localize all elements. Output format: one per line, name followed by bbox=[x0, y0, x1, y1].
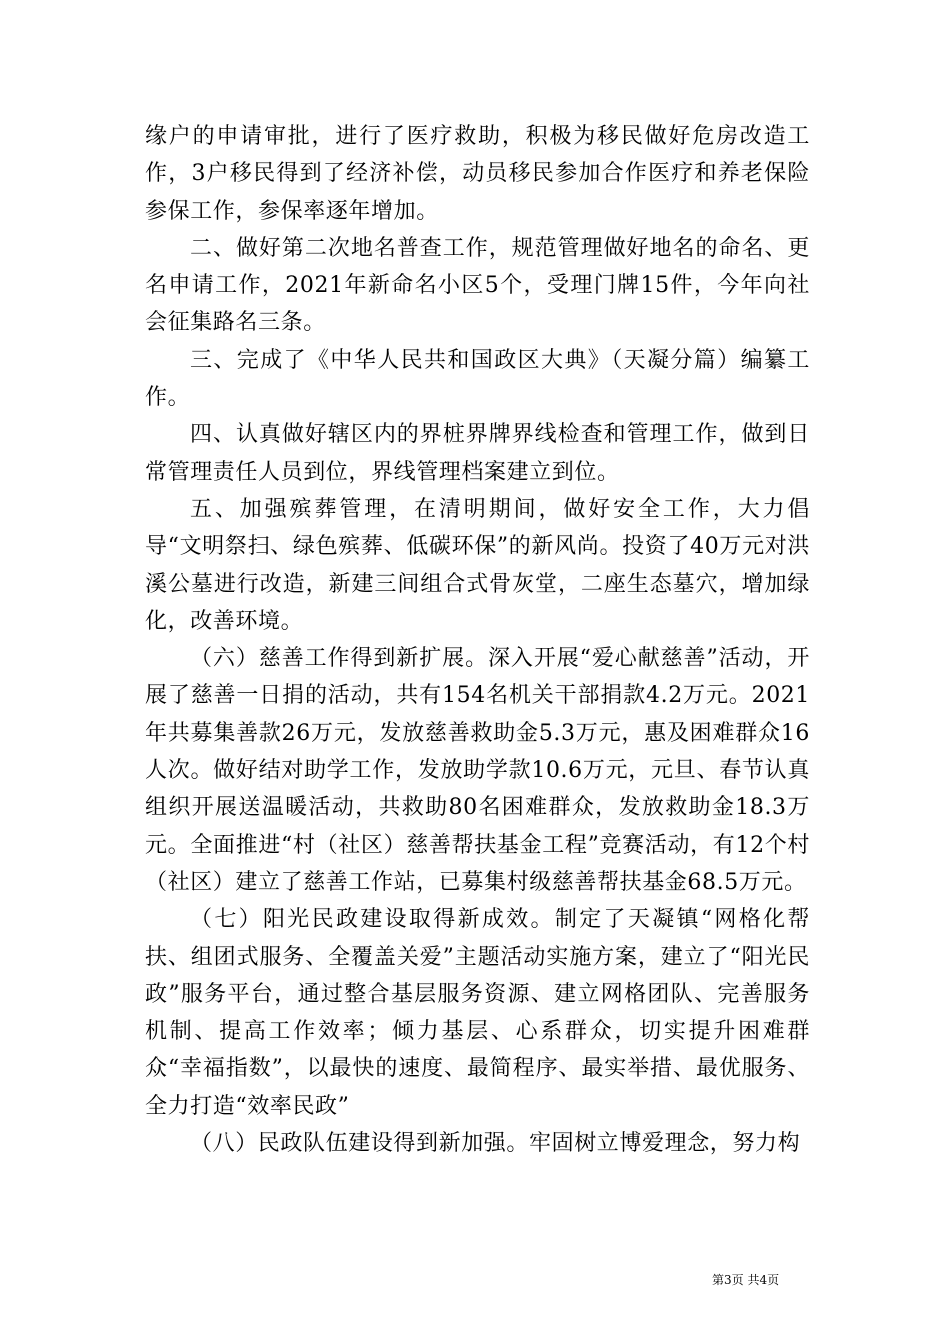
page-number-footer: 第3页 共4页 bbox=[712, 1273, 780, 1287]
paragraph-funeral-management: 五、加强殡葬管理，在清明期间，做好安全工作，大力倡导“文明祭扫、绿色殡葬、低碳环保”的新风尚。投资了40万元对洪溪公墓进行改造，新建三间组合式骨灰堂，二座生态墓穴，增加绿化，改善环境。 bbox=[145, 496, 810, 634]
paragraph-place-names: 二、做好第二次地名普查工作，规范管理做好地名的命名、更名申请工作，2021年新命名小区5个，受理门牌15件，今年向社会征集路名三条。 bbox=[145, 235, 810, 336]
paragraph-boundary-markers: 四、认真做好辖区内的界桩界牌界线检查和管理工作，做到日常管理责任人员到位，界线管理档案建立到位。 bbox=[145, 422, 810, 485]
paragraph-district-dictionary: 三、完成了《中华人民共和国政区大典》（天凝分篇）编纂工作。 bbox=[145, 347, 810, 411]
paragraph-sunshine-civil-affairs: （七）阳光民政建设取得新成效。制定了天凝镇“网格化帮扶、组团式服务、全覆盖关爱”主题活动实施方案，建立了“阳光民政”服务平台，通过整合基层服务资源、建立网格团队、完善服务机制、提高工作效率；倾力基层、心系群众，切实提升困难群众“幸福指数”，以最快的速度、最简程序、最实举措、最优服务、全力打造“效率民政” bbox=[145, 907, 810, 1119]
paragraph-team-building: （八）民政队伍建设得到新加强。牢固树立博爱理念，努力构 bbox=[190, 1131, 801, 1157]
paragraph-charity-work: （六）慈善工作得到新扩展。深入开展“爱心献慈善”活动，开展了慈善一日捐的活动，共有154名机关干部捐款4.2万元。2021年共募集善款26万元，发放慈善救助金5.3万元，惠及困难群众16人次。做好结对助学工作，发放助学款10.6万元，元旦、春节认真组织开展送温暖活动，共救助80名困难群众，发放救助金18.3万元。全面推进“村（社区）慈善帮扶基金工程”竞赛活动，有12个村（社区）建立了慈善工作站，已募集村级慈善帮扶基金68.5万元。 bbox=[145, 646, 810, 895]
document-body bbox=[145, 118, 810, 1162]
paragraph-continuation-relocation: 缘户的申请审批，进行了医疗救助，积极为移民做好危房改造工作，3户移民得到了经济补偿，动员移民参加合作医疗和养老保险参保工作，参保率逐年增加。 bbox=[145, 124, 810, 224]
